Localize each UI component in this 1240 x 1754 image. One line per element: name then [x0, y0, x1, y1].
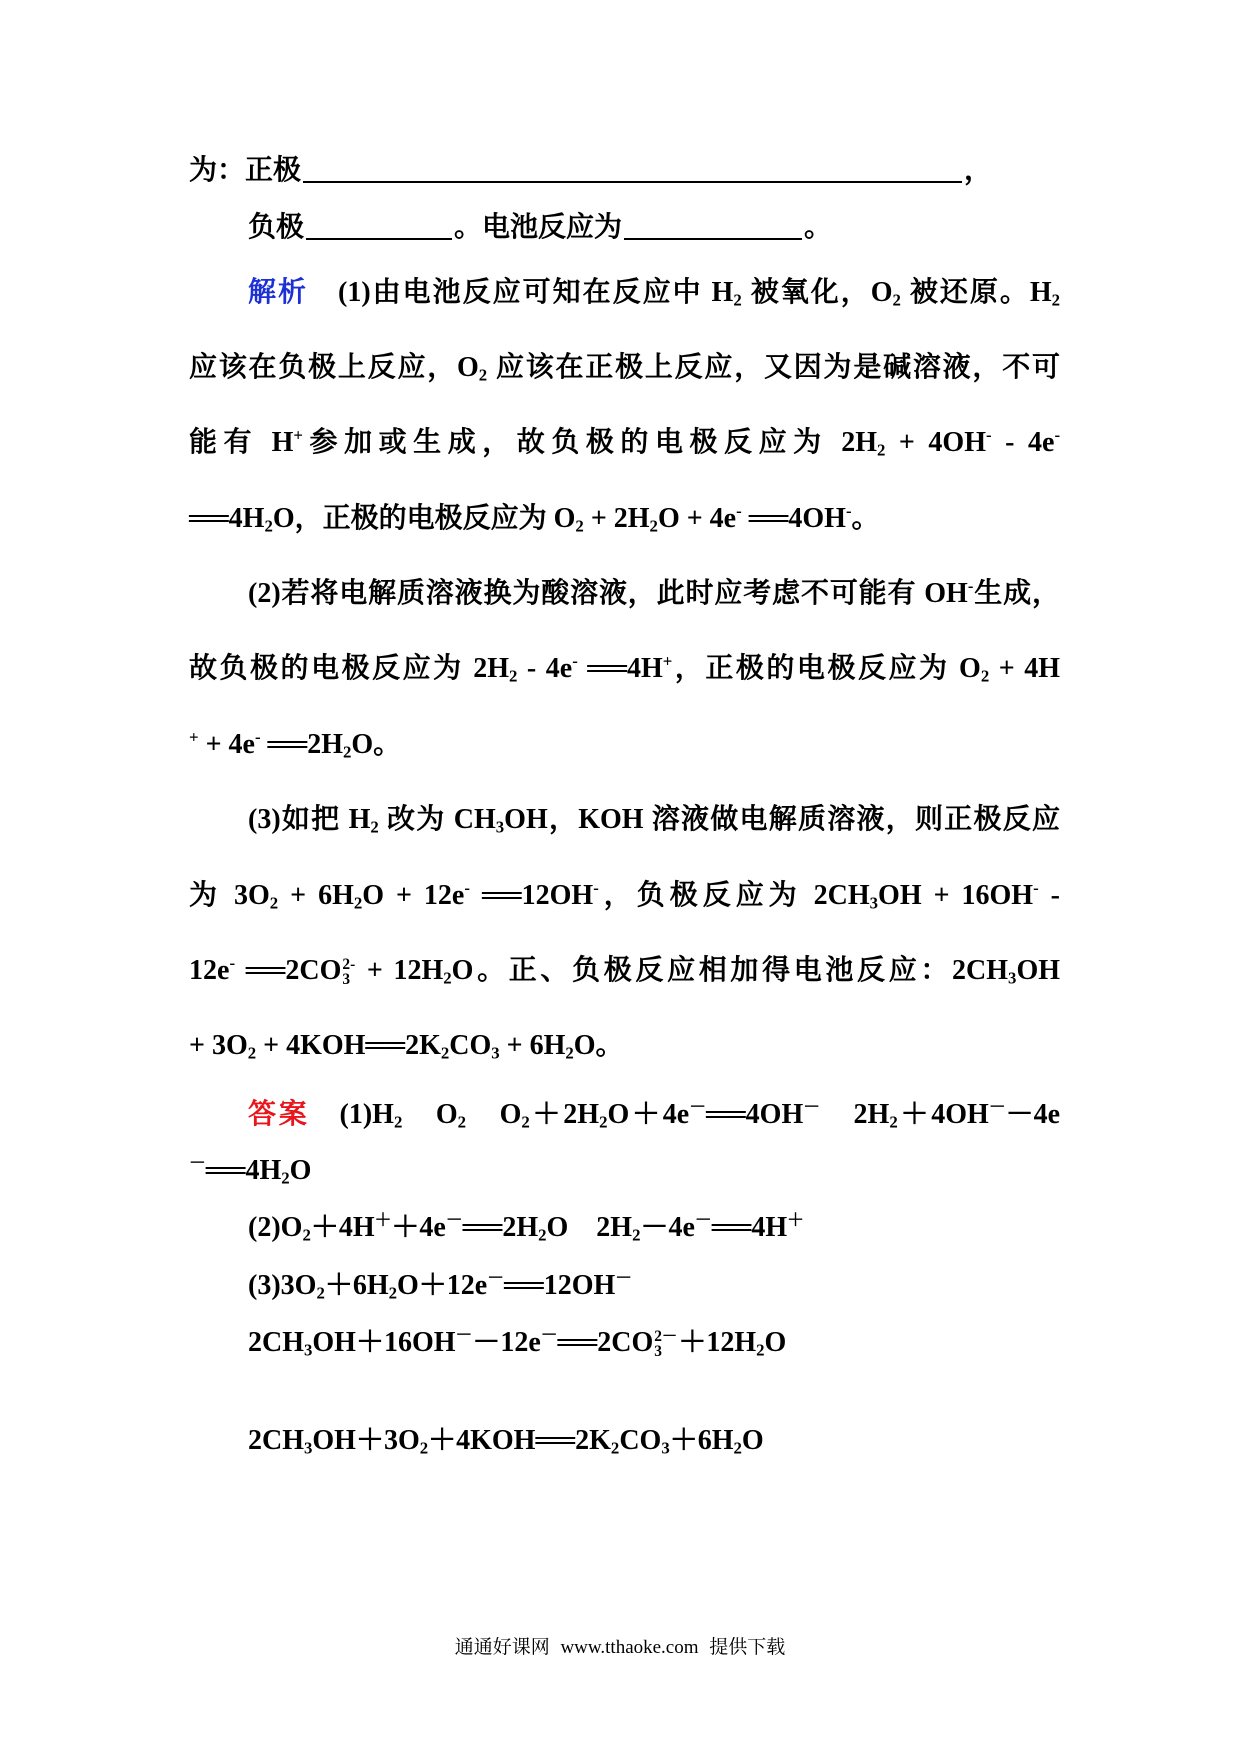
question-blank-line — [248, 208, 832, 248]
text-run: (2)若将电解质溶液换为酸溶液，此时应考虑不可能有 OH — [248, 578, 968, 609]
answer-blank — [303, 159, 962, 183]
answer-blank — [306, 216, 452, 240]
analysis-line — [248, 574, 1060, 614]
subscript: 2 — [599, 1112, 608, 1132]
subscript: 2 — [610, 1438, 620, 1458]
text-run: + 2H — [583, 503, 650, 534]
text-run: ＋4H — [310, 1212, 375, 1243]
superscript: － — [689, 1097, 706, 1117]
text-run: O + 12e — [362, 880, 465, 911]
answer-blank — [624, 216, 802, 240]
text-run: 负极 — [248, 212, 305, 243]
superscript: 2－ — [654, 1327, 678, 1345]
text-run: + 4e — [198, 729, 255, 760]
text-run: O＋12e — [397, 1270, 488, 1301]
analysis-line — [248, 800, 1060, 840]
text-run: OH＋16OH — [312, 1327, 456, 1358]
superscript: - — [572, 651, 578, 671]
subscript: 2 — [478, 365, 488, 385]
subscript: 2 — [457, 1112, 467, 1132]
text-run: O。正、负极反应相加得电池反应：2CH — [451, 955, 1009, 986]
analysis-line — [189, 499, 880, 539]
charge-stack — [342, 957, 355, 988]
text-run: ══4H — [189, 503, 265, 534]
subscript: 2 — [370, 817, 379, 837]
subscript: 3 — [869, 893, 879, 913]
text-run: －4e — [1005, 1099, 1061, 1130]
subscript: 2 — [632, 1225, 641, 1245]
text-run: (2)O — [248, 1212, 303, 1243]
superscript: － — [540, 1325, 558, 1345]
subscript: 3 — [304, 1438, 313, 1458]
text-run: O＋4e — [607, 1099, 690, 1130]
subscript: 2 — [269, 893, 279, 913]
subscript: 2 — [538, 1225, 547, 1245]
analysis-line — [248, 273, 1060, 313]
text-run: + 4KOH══2K — [256, 1030, 441, 1061]
superscript: － — [189, 1153, 206, 1173]
subscript: 2 — [353, 893, 363, 913]
text-run: 改为 CH — [378, 804, 496, 835]
text-run: 2CH — [248, 1425, 304, 1456]
subscript: 3 — [1008, 968, 1017, 988]
text-run: ＋4e — [391, 1212, 446, 1243]
analysis-line — [189, 951, 1060, 991]
text-run: ══2CO — [557, 1327, 654, 1358]
text-run: + 4H — [989, 653, 1061, 684]
text-run: O — [402, 1099, 458, 1130]
text-run: O。 — [351, 729, 402, 760]
text-run: ＋6H — [669, 1425, 734, 1456]
text-run: + 3O — [189, 1030, 248, 1061]
section-label: 解析 — [248, 277, 308, 308]
text-run: ══4H — [711, 1212, 788, 1243]
text-run: ， — [964, 155, 993, 186]
text-run: O — [289, 1155, 312, 1186]
subscript: 2 — [343, 742, 352, 762]
subscript: 2 — [733, 290, 742, 310]
subscript: 3 — [654, 1343, 662, 1361]
superscript: － — [694, 1210, 712, 1230]
subscript: 2 — [733, 1438, 742, 1458]
text-run: ══2CO — [235, 955, 342, 986]
text-run: 2CH — [248, 1327, 304, 1358]
text-run: ＋4OH — [897, 1099, 989, 1130]
subscript: 2 — [388, 1283, 397, 1303]
answer-line — [248, 1421, 764, 1461]
subscript: 2 — [1051, 290, 1061, 310]
text-run: 能有 H — [189, 427, 294, 458]
text-run: －12e — [472, 1327, 541, 1358]
superscript: - — [736, 501, 742, 521]
text-run: ══2H — [260, 729, 344, 760]
analysis-line — [189, 1026, 624, 1066]
text-run: 故负极的电极反应为 2H — [189, 653, 509, 684]
text-run: ══2H — [462, 1212, 539, 1243]
analysis-line — [189, 876, 1060, 916]
subscript: 2 — [316, 1283, 325, 1303]
answer-line — [248, 1095, 1060, 1135]
superscript: - — [254, 727, 261, 747]
analysis-line — [189, 423, 1060, 463]
text-run: ══4H — [577, 653, 663, 684]
superscript: - — [1033, 878, 1039, 898]
text-run: + 12H — [356, 955, 444, 986]
subscript: 3 — [304, 1340, 313, 1360]
superscript: - — [986, 425, 992, 445]
text-run: ，负极反应为 2CH — [598, 880, 870, 911]
subscript: 2 — [443, 968, 452, 988]
superscript: - — [967, 576, 974, 596]
text-run: (3)3O — [248, 1270, 317, 1301]
text-run: OH＋3O — [312, 1425, 420, 1456]
text-run: 生成， — [973, 578, 1060, 609]
text-run: 为：正极 — [189, 155, 302, 186]
text-run: OH — [1016, 955, 1060, 986]
subscript: 2 — [419, 1438, 429, 1458]
text-run: 应该在负极上反应，O — [189, 352, 479, 383]
subscript: 2 — [281, 1168, 290, 1188]
text-run: ══12OH — [504, 1270, 616, 1301]
text-run: + 4OH — [885, 427, 986, 458]
superscript: － — [445, 1210, 463, 1230]
text-run: ══4OH — [741, 503, 846, 534]
answer-line — [248, 1208, 804, 1248]
text-run: 2H — [820, 1099, 890, 1130]
text-run: 参加或生成，故负极的电极反应为 2H — [302, 427, 877, 458]
text-run: + 6H — [499, 1030, 566, 1061]
text-run: 被氧化，O — [741, 277, 893, 308]
answer-line — [248, 1266, 632, 1306]
section-label: 答案 — [248, 1099, 310, 1130]
superscript: － — [988, 1097, 1006, 1117]
subscript: 2 — [889, 1112, 898, 1132]
text-run: OH，KOH 溶液做电解质溶液，则正极反应 — [504, 804, 1060, 835]
text-run: - 4e — [517, 653, 573, 684]
subscript: 3 — [661, 1438, 670, 1458]
superscript: ＋ — [374, 1210, 392, 1230]
text-run: (1)H — [339, 1099, 394, 1130]
subscript: 2 — [649, 516, 658, 536]
text-run: －4e — [640, 1212, 695, 1243]
text-run: ＋12H — [678, 1327, 757, 1358]
superscript: + — [662, 651, 673, 671]
text-run: 12e — [189, 955, 230, 986]
subscript: 3 — [342, 971, 351, 989]
charge-stack — [654, 1329, 677, 1360]
answer-line — [248, 1323, 786, 1363]
answer-line — [189, 1151, 311, 1191]
text-run: 被还原。H — [900, 277, 1052, 308]
text-run: - — [1038, 880, 1060, 911]
analysis-line — [189, 725, 401, 765]
subscript: 2 — [565, 1043, 574, 1063]
text-run: O 2H — [546, 1212, 633, 1243]
text-run: O。 — [573, 1030, 624, 1061]
text-run: O — [741, 1425, 764, 1456]
text-run: OH + 16OH — [878, 880, 1034, 911]
subscript: 2 — [521, 1112, 530, 1132]
superscript: - — [229, 953, 236, 973]
subscript: 2 — [575, 516, 584, 536]
text-run: ，正极的电极反应为 O — [672, 653, 981, 684]
analysis-line — [189, 649, 1060, 689]
text-run: 。电池反应为 — [454, 212, 623, 243]
text-run: - 4e — [991, 427, 1055, 458]
subscript: 2 — [892, 290, 901, 310]
analysis-line — [189, 348, 1060, 388]
superscript: － — [455, 1325, 473, 1345]
subscript: 2 — [980, 666, 990, 686]
text-run: CO — [619, 1425, 662, 1456]
text-run: (1)由电池反应可知在反应中 H — [338, 277, 734, 308]
text-run: O — [764, 1327, 787, 1358]
text-run: (3)如把 H — [248, 804, 371, 835]
superscript: - — [1054, 425, 1061, 445]
text-run: 。 — [804, 212, 833, 243]
text-run: ══12OH — [469, 880, 594, 911]
text-run: ══4H — [205, 1155, 282, 1186]
subscript: 2 — [264, 516, 273, 536]
subscript: 3 — [491, 1043, 500, 1063]
superscript: - — [845, 501, 852, 521]
text-run: ＋2H — [529, 1099, 600, 1130]
text-run: ＋6H — [324, 1270, 389, 1301]
subscript: 2 — [756, 1340, 765, 1360]
subscript: 2 — [877, 440, 886, 460]
text-run: ══4OH — [706, 1099, 804, 1130]
text-run: + 6H — [278, 880, 354, 911]
subscript: 3 — [495, 817, 505, 837]
question-blank-line — [189, 151, 992, 191]
superscript: - — [593, 878, 599, 898]
text-run: CO — [449, 1030, 492, 1061]
superscript: － — [803, 1097, 821, 1117]
page-footer: 通通好课网 www.tthaoke.com 提供下载 — [454, 1637, 786, 1658]
superscript: 2- — [342, 955, 356, 973]
text-run: O + 4e — [657, 503, 737, 534]
subscript: 2 — [302, 1225, 311, 1245]
text-run: 。 — [851, 503, 880, 534]
text-run: O — [466, 1099, 522, 1130]
text-run: O，正极的电极反应为 O — [272, 503, 576, 534]
superscript: ＋ — [787, 1210, 804, 1230]
subscript: 2 — [509, 666, 518, 686]
subscript: 2 — [393, 1112, 403, 1132]
superscript: + — [189, 727, 199, 747]
superscript: － — [487, 1268, 505, 1288]
text-run: 应该在正极上反应，又因为是碱溶液，不可 — [487, 352, 1060, 383]
subscript: 2 — [247, 1043, 257, 1063]
text-run: ＋4KOH══2K — [428, 1425, 611, 1456]
superscript: - — [464, 878, 470, 898]
subscript: 2 — [440, 1043, 450, 1063]
text-run: 为 3O — [189, 880, 270, 911]
superscript: － — [615, 1268, 633, 1288]
superscript: + — [293, 425, 303, 445]
